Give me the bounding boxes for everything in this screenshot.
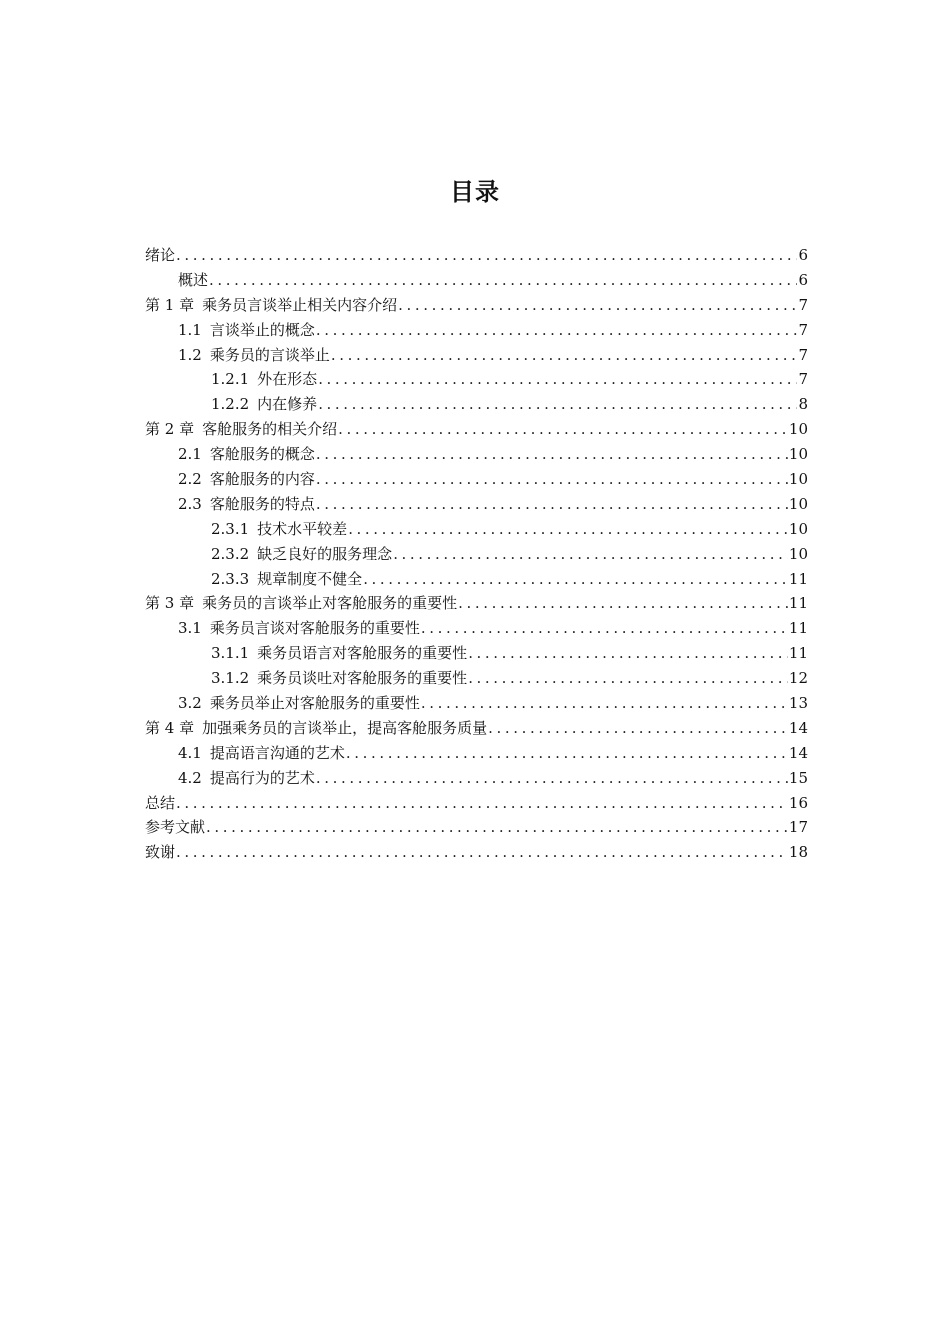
toc-entry[interactable] — [145, 840, 808, 865]
toc-dot-leader — [398, 293, 797, 318]
toc-entry-page-number: 11 — [788, 594, 808, 613]
toc-dot-leader — [176, 243, 797, 268]
toc-entry[interactable] — [145, 517, 808, 542]
toc-entry-title: 绪论 — [145, 246, 176, 264]
toc-dot-leader — [316, 467, 788, 492]
toc-entry-page-number: 18 — [788, 843, 808, 862]
toc-entry-title: 技术水平较差 — [257, 519, 348, 538]
toc-entry-page-number: 10 — [788, 420, 808, 439]
toc-entry[interactable] — [145, 467, 808, 492]
toc-entry-page-number: 7 — [798, 345, 808, 364]
toc-entry-title: 缺乏良好的服务理念 — [257, 544, 393, 563]
toc-entry-title: 内在修养 — [257, 395, 318, 414]
toc-entry[interactable] — [145, 766, 808, 791]
toc-entry-page-number: 7 — [798, 320, 808, 339]
toc-entry[interactable] — [145, 591, 808, 616]
toc-entry-number: 2.3.3 — [211, 569, 250, 588]
toc-entry-number: 第 2 章 — [145, 420, 195, 439]
toc-entry-page-number: 11 — [788, 619, 808, 638]
toc-entry-page-number: 10 — [788, 445, 808, 464]
toc-dot-leader — [468, 641, 788, 666]
toc-entry[interactable] — [145, 367, 808, 392]
toc-entry[interactable] — [145, 815, 808, 840]
toc-entry-page-number: 6 — [798, 270, 808, 289]
toc-entry-page-number: 17 — [788, 818, 808, 837]
toc-dot-leader — [316, 318, 798, 343]
toc-dot-leader — [488, 716, 788, 741]
toc-entry-title: 乘务员谈吐对客舱服务的重要性 — [257, 669, 468, 688]
toc-dot-leader — [318, 392, 797, 417]
toc-entry-number: 1.2.1 — [211, 370, 250, 389]
toc-entry-number: 2.2 — [178, 470, 202, 489]
toc-entry[interactable] — [145, 268, 808, 293]
toc-dot-leader — [363, 567, 788, 592]
toc-entry-number: 3.1.2 — [211, 669, 250, 688]
toc-entry-title: 客舱服务的概念 — [209, 445, 315, 464]
toc-entry-number: 1.2.2 — [211, 395, 250, 414]
toc-entry-page-number: 14 — [788, 718, 808, 737]
toc-entry-number: 3.1.1 — [211, 644, 250, 663]
toc-entry-number: 2.3.2 — [211, 544, 250, 563]
toc-dot-leader — [206, 815, 788, 840]
toc-entry-number: 第 4 章 — [145, 718, 195, 737]
toc-entry[interactable] — [145, 567, 808, 592]
toc-entry-page-number: 13 — [788, 694, 808, 713]
toc-entry-title: 乘务员的言谈举止对客舱服务的重要性 — [202, 594, 458, 613]
toc-entry-title: 加强乘务员的言谈举止，提高客舱服务质量 — [202, 718, 488, 737]
toc-dot-leader — [421, 691, 788, 716]
toc-entry-number: 2.3.1 — [211, 519, 250, 538]
toc-entry-page-number: 7 — [798, 295, 808, 314]
toc-entry-page-number: 12 — [788, 669, 808, 688]
toc-entry-page-number: 14 — [788, 743, 808, 762]
toc-dot-leader — [176, 840, 788, 865]
toc-dot-leader — [316, 766, 788, 791]
toc-entry[interactable] — [145, 417, 808, 442]
toc-dot-leader — [331, 343, 798, 368]
toc-entry-page-number: 10 — [788, 470, 808, 489]
toc-dot-leader — [318, 367, 797, 392]
toc-entry-number: 1.2 — [178, 345, 202, 364]
toc-dot-leader — [346, 741, 788, 766]
toc-entry-title: 客舱服务的内容 — [209, 470, 315, 489]
toc-entry-number: 2.1 — [178, 445, 202, 464]
toc-entry-title: 乘务员言谈举止相关内容介绍 — [202, 295, 398, 314]
toc-entry-number: 4.1 — [178, 743, 202, 762]
toc-entry-number: 3.2 — [178, 694, 202, 713]
toc-entry-page-number: 15 — [788, 768, 808, 787]
toc-entry-page-number: 10 — [788, 494, 808, 513]
toc-entry[interactable] — [145, 691, 808, 716]
toc-dot-leader — [348, 517, 788, 542]
toc-dot-leader — [458, 591, 788, 616]
toc-entry[interactable] — [145, 442, 808, 467]
toc-dot-leader — [176, 791, 788, 816]
toc-entry-page-number: 8 — [798, 395, 808, 414]
toc-entry[interactable] — [145, 542, 808, 567]
toc-entry-title: 乘务员举止对客舱服务的重要性 — [209, 694, 420, 713]
toc-entry-title: 言谈举止的概念 — [209, 320, 315, 339]
toc-entry-number: 第 1 章 — [145, 295, 195, 314]
toc-entry-title: 乘务员语言对客舱服务的重要性 — [257, 644, 468, 663]
table-of-contents — [145, 243, 808, 865]
toc-entry-page-number: 11 — [788, 569, 808, 588]
toc-entry-page-number: 11 — [788, 644, 808, 663]
toc-dot-leader — [421, 616, 788, 641]
toc-entry[interactable] — [145, 318, 808, 343]
toc-entry[interactable] — [145, 716, 808, 741]
toc-entry-page-number: 10 — [788, 519, 808, 538]
toc-entry-title: 乘务员的言谈举止 — [209, 345, 330, 364]
toc-entry-title: 乘务员言谈对客舱服务的重要性 — [209, 619, 420, 638]
toc-entry[interactable] — [145, 791, 808, 816]
toc-entry-number: 2.3 — [178, 494, 202, 513]
toc-entry[interactable] — [145, 666, 808, 691]
toc-dot-leader — [468, 666, 788, 691]
toc-entry[interactable] — [145, 641, 808, 666]
toc-entry[interactable] — [145, 343, 808, 368]
toc-entry-title: 概述 — [178, 270, 209, 289]
toc-entry-page-number: 10 — [788, 544, 808, 563]
toc-entry[interactable] — [145, 392, 808, 417]
toc-entry-title: 提高语言沟通的艺术 — [209, 743, 345, 762]
toc-entry-number: 1.1 — [178, 320, 202, 339]
toc-entry[interactable] — [145, 616, 808, 641]
toc-entry-title: 总结 — [145, 793, 176, 812]
toc-entry-title: 客舱服务的相关介绍 — [202, 420, 338, 439]
toc-entry-page-number: 6 — [798, 246, 808, 264]
toc-entry[interactable] — [145, 492, 808, 517]
toc-dot-leader — [209, 268, 797, 293]
toc-entry-page-number: 16 — [788, 793, 808, 812]
toc-entry-number: 第 3 章 — [145, 594, 195, 613]
toc-entry-page-number: 7 — [798, 370, 808, 389]
toc-entry[interactable] — [145, 741, 808, 766]
toc-entry-title: 规章制度不健全 — [257, 569, 363, 588]
toc-entry[interactable] — [145, 293, 808, 318]
toc-entry-title: 参考文献 — [145, 818, 206, 837]
toc-entry-number: 3.1 — [178, 619, 202, 638]
toc-entry-number: 4.2 — [178, 768, 202, 787]
toc-entry-title: 致谢 — [145, 843, 176, 862]
toc-entry[interactable] — [145, 243, 808, 268]
toc-dot-leader — [338, 417, 788, 442]
toc-entry-title: 提高行为的艺术 — [209, 768, 315, 787]
toc-dot-leader — [393, 542, 788, 567]
toc-entry-title: 外在形态 — [257, 370, 318, 389]
page-title: 目录 — [450, 178, 500, 206]
toc-entry-title: 客舱服务的特点 — [209, 494, 315, 513]
toc-dot-leader — [316, 442, 788, 467]
toc-dot-leader — [316, 492, 788, 517]
